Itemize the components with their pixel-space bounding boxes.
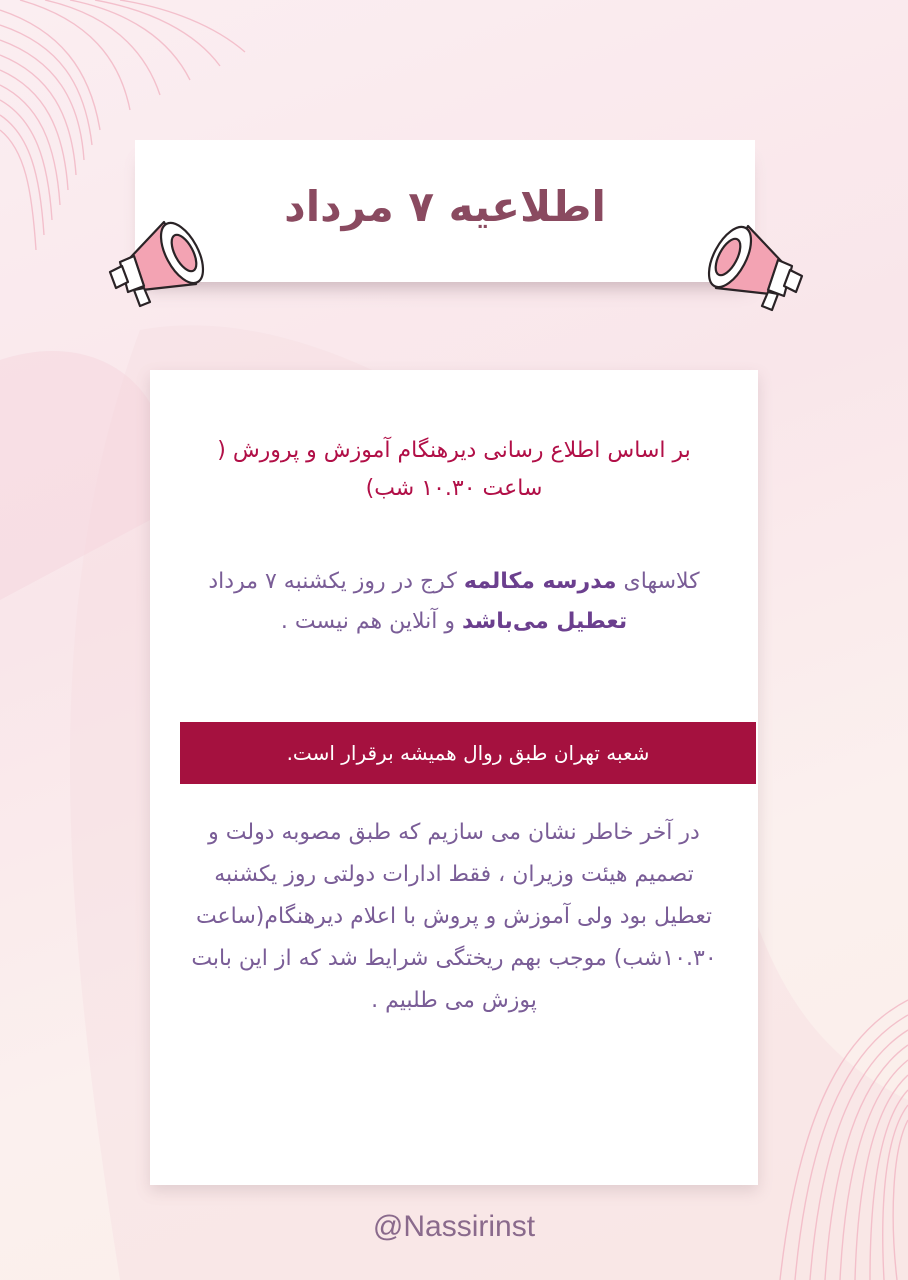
classes-text-start: کلاسهای bbox=[616, 569, 700, 594]
tehran-branch-text: شعبه تهران طبق روال همیشه برقرار است. bbox=[286, 741, 650, 765]
school-name: مدرسه مکالمه bbox=[463, 569, 617, 594]
title-banner bbox=[135, 140, 755, 282]
tehran-branch-banner bbox=[180, 722, 756, 784]
announcement-card bbox=[150, 370, 758, 1185]
class-closure-text bbox=[190, 562, 718, 642]
page-title: اطلاعیه ۷ مرداد bbox=[284, 181, 606, 231]
closing-text: در آخر خاطر نشان می سازیم که طبق مصوبه دولت و تصمیم هیئت وزیران ، فقط ادارات دولتی روز یکشنبه تعطیل بود ولی آموزش و پروش با اعلام دیرهنگام(ساعت ۱۰.۳۰شب) موجب بهم ریختگی شرایط شد که از این بابت پوزش می طلبیم . bbox=[191, 820, 717, 1013]
classes-text-end: و آنلاین هم نیست . bbox=[280, 609, 462, 634]
intro-text: بر اساس اطلاع رسانی دیرهنگام آموزش و پرورش ( ساعت ۱۰.۳۰ شب) bbox=[217, 438, 691, 501]
social-handle: @Nassirinst bbox=[372, 1210, 536, 1243]
closed-label: تعطیل می‌باشد bbox=[461, 609, 628, 634]
megaphone-icon bbox=[692, 214, 812, 334]
classes-text-middle: کرج در روز یکشنبه ۷ مرداد bbox=[208, 569, 464, 594]
megaphone-icon bbox=[100, 210, 220, 330]
